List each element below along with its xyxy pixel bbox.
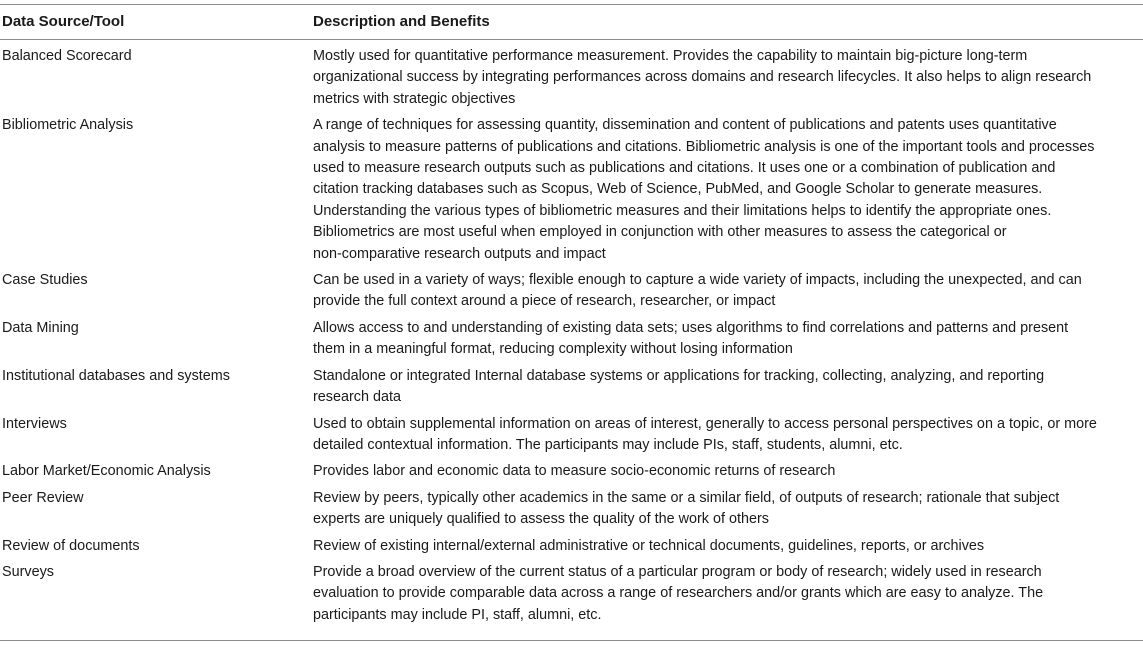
description-line: Can be used in a variety of ways; flexible enough to capture a wide variety of impacts, including the unexpected, and can — [313, 272, 1082, 289]
table-row — [0, 533, 1143, 559]
description-line: Provide a broad overview of the current status of a particular program or body of research; widely used in research — [313, 563, 1042, 580]
tool-name-cell: Peer Review — [2, 489, 84, 506]
tool-name-cell: Review of documents — [2, 537, 140, 554]
column-header-tool: Data Source/Tool — [0, 5, 311, 40]
tool-name-cell: Case Studies — [2, 272, 88, 289]
description-cell — [311, 267, 1143, 315]
tool-name-cell: Interviews — [2, 415, 67, 432]
description-line: Bibliometrics are most useful when employed in conjunction with other measures to assess the categorical or — [313, 224, 1007, 241]
description-cell — [311, 533, 1143, 559]
description-cell — [311, 485, 1143, 533]
description-cell — [311, 411, 1143, 459]
description-line: provide the full context around a piece of research, researcher, or impact — [313, 293, 776, 310]
tool-name-cell: Institutional databases and systems — [2, 367, 230, 384]
description-line: non-comparative research outputs and impact — [313, 245, 606, 262]
header-row — [0, 5, 1143, 40]
description-line: detailed contextual information. The participants may include PIs, staff, students, alumni, etc. — [313, 436, 903, 453]
table-row — [0, 112, 1143, 267]
description-cell — [311, 315, 1143, 363]
description-line: metrics with strategic objectives — [313, 90, 516, 107]
description-line: analysis to measure patterns of publications and citations. Bibliometric analysis is one of the important tools and processes — [313, 138, 1095, 155]
table-row — [0, 40, 1143, 113]
description-cell — [311, 363, 1143, 411]
description-cell — [311, 559, 1143, 641]
table-body — [0, 40, 1143, 641]
column-header-description: Description and Benefits — [311, 5, 1143, 40]
tool-name-cell: Data Mining — [2, 319, 79, 336]
tool-name-cell: Surveys — [0, 559, 311, 641]
data-source-table — [0, 4, 1143, 641]
description-cell — [311, 458, 1143, 484]
description-line: Understanding the various types of bibliometric measures and their limitations helps to identify the appropriate ones. — [313, 202, 1052, 219]
description-line: organizational success by integrating performances across domains and research lifecycles. It also helps to align research — [313, 69, 1092, 86]
description-line: Mostly used for quantitative performance measurement. Provides the capability to maintain big-picture long-term — [313, 48, 1028, 64]
description-line: evaluation to provide comparable data across a range of researchers and/or grants which are easy to analyze. The — [313, 585, 1044, 602]
table-header — [0, 5, 1143, 40]
description-line: A range of techniques for assessing quantity, dissemination and content of publications and patents uses quantitative — [313, 117, 1057, 134]
tool-name-cell: Balanced Scorecard — [2, 48, 132, 64]
description-line: Standalone or integrated Internal database systems or applications for tracking, collecting, analyzing, and reporting — [313, 367, 1045, 384]
description-line: Used to obtain supplemental information on areas of interest, generally to access personal perspectives on a topic, or more — [313, 415, 1097, 432]
tool-name-cell: Bibliometric Analysis — [2, 117, 134, 134]
description-line: Provides labor and economic data to measure socio-economic returns of research — [313, 463, 836, 480]
table-row — [0, 559, 1143, 641]
description-line: citation tracking databases such as Scopus, Web of Science, PubMed, and Google Scholar to generate measures. — [313, 181, 1043, 198]
description-line: Review of existing internal/external administrative or technical documents, guidelines, reports, or archives — [313, 537, 985, 554]
description-cell — [311, 40, 1143, 113]
description-line: Allows access to and understanding of existing data sets; uses algorithms to find correlations and patterns and present — [313, 319, 1069, 336]
table-row — [0, 267, 1143, 315]
tool-name-cell: Labor Market/Economic Analysis — [2, 463, 211, 480]
table-row — [0, 315, 1143, 363]
description-line: used to measure research outputs such as publications and citations. It uses one or a combination of publication and — [313, 160, 1056, 177]
description-line: research data — [313, 389, 401, 406]
table-row — [0, 485, 1143, 533]
description-line: them in a meaningful format, reducing complexity without losing information — [313, 341, 793, 358]
description-cell — [311, 112, 1143, 267]
description-line: experts are uniquely qualified to assess the quality of the work of others — [313, 511, 769, 528]
description-line: participants may include PI, staff, alumni, etc. — [313, 606, 602, 623]
description-line: Review by peers, typically other academics in the same or a similar field, of outputs of research; rationale that subject — [313, 489, 1060, 506]
table-row — [0, 458, 1143, 484]
table-row — [0, 411, 1143, 459]
table-row — [0, 363, 1143, 411]
